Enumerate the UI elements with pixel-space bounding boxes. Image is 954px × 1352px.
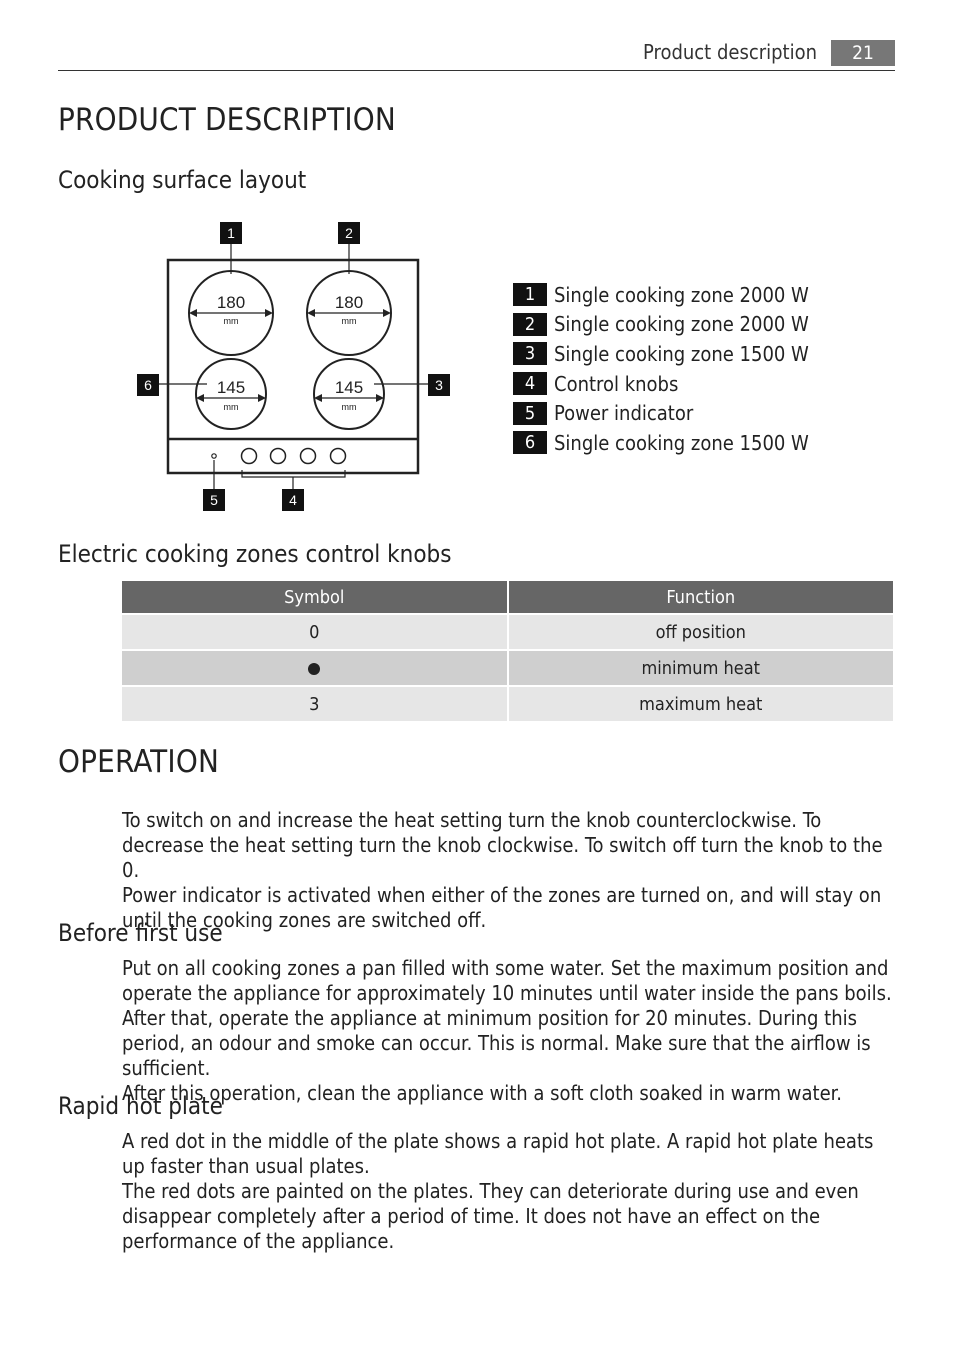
zone-2-unit: mm: [341, 316, 357, 326]
legend-text: Single cooking zone 2000 W: [554, 312, 809, 337]
svg-text:5: 5: [210, 492, 218, 508]
callout-1: [220, 222, 242, 244]
operation-title: OPERATION: [58, 744, 220, 780]
running-header-title: Product description: [643, 40, 817, 64]
column-header-symbol: Symbol: [122, 581, 507, 613]
legend-number: 5: [513, 402, 547, 425]
function-cell: minimum heat: [509, 651, 894, 685]
legend-item: [513, 369, 809, 399]
operation-intro: [122, 808, 897, 933]
legend-number: 1: [513, 283, 547, 306]
svg-text:2: 2: [345, 225, 353, 241]
paragraph: The red dots are painted on the plates. They can deteriorate during use and even disappear completely after a period of time. It does not have an effect on the performance of the appliance.: [122, 1179, 859, 1253]
cooking-surface-layout-heading: Cooking surface layout: [58, 166, 307, 194]
control-knob-4: [331, 449, 346, 464]
svg-text:1: 1: [227, 225, 235, 241]
column-header-function: Function: [509, 581, 894, 613]
callout-6: [137, 374, 159, 396]
paragraph: A red dot in the middle of the plate shows a rapid hot plate. A rapid hot plate heats up faster than usual plates.: [122, 1129, 874, 1178]
table-row: [122, 615, 893, 649]
callout-3: [428, 374, 450, 396]
zone-1-unit: mm: [223, 316, 239, 326]
zone-1-size: 180: [216, 293, 246, 312]
callout-2: [338, 222, 360, 244]
callout-5: [203, 489, 225, 511]
control-knobs-table: [120, 579, 895, 723]
paragraph: To switch on and increase the heat setting turn the knob counterclockwise. To decrease the heat setting turn the knob clockwise. To switch off turn the knob to the 0.: [122, 808, 883, 882]
paragraph: Power indicator is activated when either of the zones are turned on, and will stay on until the cooking zones are switched off.: [122, 883, 882, 932]
cooking-zone-3: [314, 359, 384, 429]
diagram-legend: [513, 280, 809, 458]
legend-text: Power indicator: [554, 401, 694, 426]
rapid-hot-plate-heading: Rapid hot plate: [58, 1092, 223, 1120]
cooking-zone-6: [196, 359, 266, 429]
before-first-use-heading: Before first use: [58, 919, 223, 947]
cooking-zone-2: [307, 271, 391, 355]
legend-number: 2: [513, 313, 547, 336]
cooking-surface-diagram: [0, 0, 954, 530]
paragraph: Put on all cooking zones a pan filled with some water. Set the maximum position and operate the appliance for approximately 10 minutes until water inside the pans boils. After that, operate the appliance at minimum position for 20 minutes. During this period, an odour and smoke can occur. This is normal. Make sure that the airflow is sufficient.: [122, 956, 892, 1080]
legend-text: Single cooking zone 2000 W: [554, 282, 809, 307]
legend-item: [513, 310, 809, 340]
legend-item: [513, 428, 809, 458]
legend-number: 6: [513, 431, 547, 454]
table-row: [122, 687, 893, 721]
legend-item: [513, 280, 809, 310]
svg-text:6: 6: [144, 377, 152, 393]
rapid-hot-plate-text: [122, 1129, 897, 1254]
zone-6-unit: mm: [223, 402, 239, 412]
power-indicator-lamp: [212, 454, 216, 458]
function-cell: off position: [509, 615, 894, 649]
zone-2-size: 180: [334, 293, 364, 312]
before-first-use-text: [122, 956, 897, 1106]
legend-text: Single cooking zone 1500 W: [554, 430, 809, 455]
filled-dot-icon: [308, 663, 320, 675]
control-knob-1: [242, 449, 257, 464]
svg-text:3: 3: [435, 377, 443, 393]
legend-text: Control knobs: [554, 371, 679, 396]
callout-4: [282, 489, 304, 511]
table-row: [122, 651, 893, 685]
cooking-zone-1: [189, 271, 273, 355]
product-description-title: PRODUCT DESCRIPTION: [58, 102, 396, 138]
zone-6-size: 145: [216, 378, 246, 397]
svg-text:4: 4: [289, 492, 297, 508]
control-knob-2: [271, 449, 286, 464]
table-header-row: [122, 581, 893, 613]
paragraph: After this operation, clean the appliance with a soft cloth soaked in warm water.: [122, 1081, 842, 1105]
legend-text: Single cooking zone 1500 W: [554, 341, 809, 366]
page-number: 21: [831, 40, 895, 66]
control-knob-3: [301, 449, 316, 464]
zone-3-unit: mm: [341, 402, 357, 412]
legend-item: [513, 339, 809, 369]
legend-item: [513, 398, 809, 428]
hob-outline: [168, 260, 418, 473]
symbol-cell: 3: [122, 687, 507, 721]
legend-number: 3: [513, 342, 547, 365]
symbol-cell: [122, 651, 507, 685]
legend-number: 4: [513, 372, 547, 395]
zone-3-size: 145: [334, 378, 364, 397]
function-cell: maximum heat: [509, 687, 894, 721]
symbol-cell: 0: [122, 615, 507, 649]
control-knobs-heading: Electric cooking zones control knobs: [58, 540, 452, 568]
